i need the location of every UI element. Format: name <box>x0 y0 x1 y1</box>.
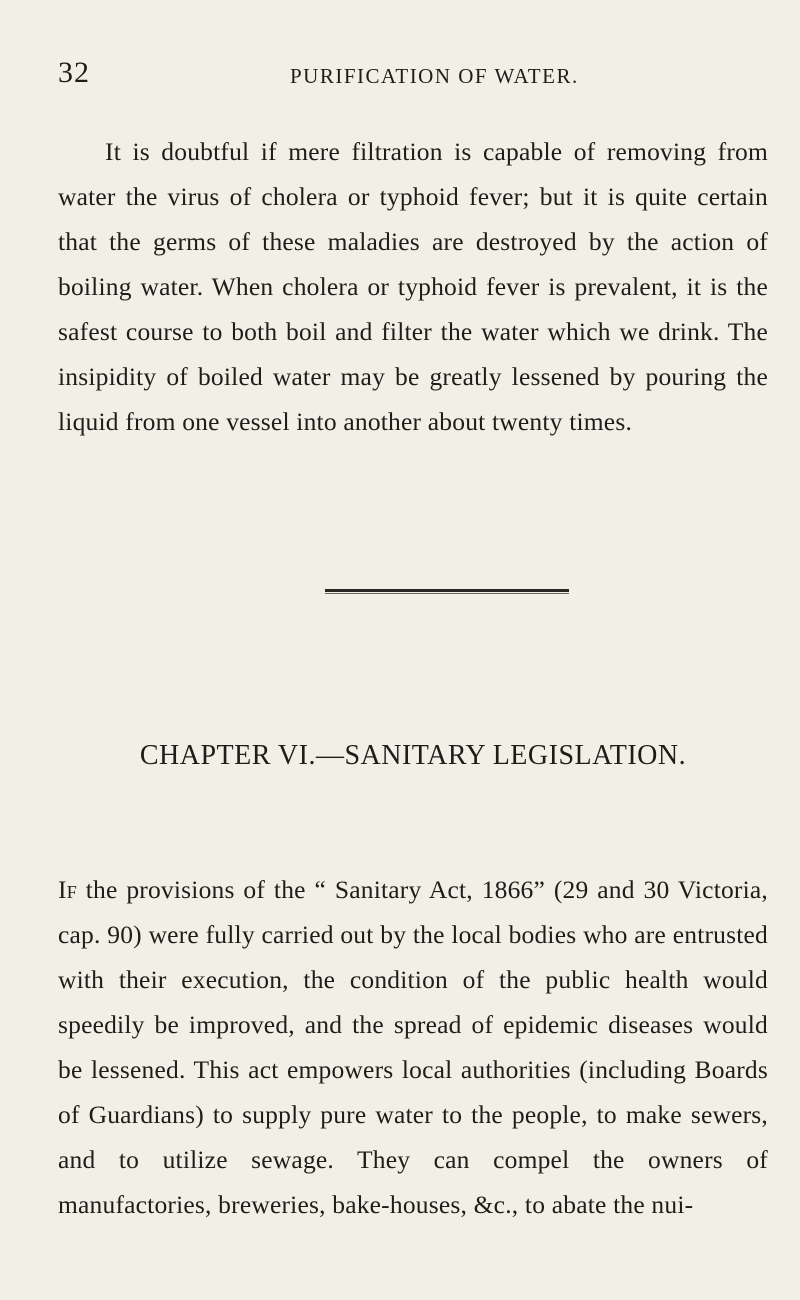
chapter-heading: CHAPTER VI.—SANITARY LEGISLATION. <box>139 740 687 771</box>
paragraph-body: the provisions of the “ Sanitary Act, 1866” (29 and 30 Victoria, cap. 90) were fully carried out by the local bodies who are entrusted with their execution, the condition of the public health would speedily be improved, and the spread of epidemic diseases would be lessened. This act empowers local authorities (including Boards of Guardians) to supply pure water to the people, to make sewers, and to utilize sewage. They can compel the owners of manufactories, breweries, bake-houses, &c., to abate the nui- <box>58 874 768 1219</box>
paragraph-water-boiling: It is doubtful if mere filtration is capable of removing from water the virus of cholera or typhoid fever; but it is quite certain that the germs of these maladies are destroyed by the action of boiling water. When cholera or typhoid fever is prevalent, it is the safest course to both boil and filter the water which we drink. The insipidity of boiled water may be greatly lessened by pouring the liquid from one vessel into another about twenty times. <box>58 136 768 436</box>
paragraph-lead-word: If <box>58 874 77 904</box>
running-header <box>58 56 748 92</box>
paragraph-sanitary-act <box>58 867 768 1227</box>
section-divider-rule <box>325 589 569 594</box>
running-title: PURIFICATION OF WATER. <box>290 64 579 88</box>
page-number: 32 <box>58 56 90 89</box>
